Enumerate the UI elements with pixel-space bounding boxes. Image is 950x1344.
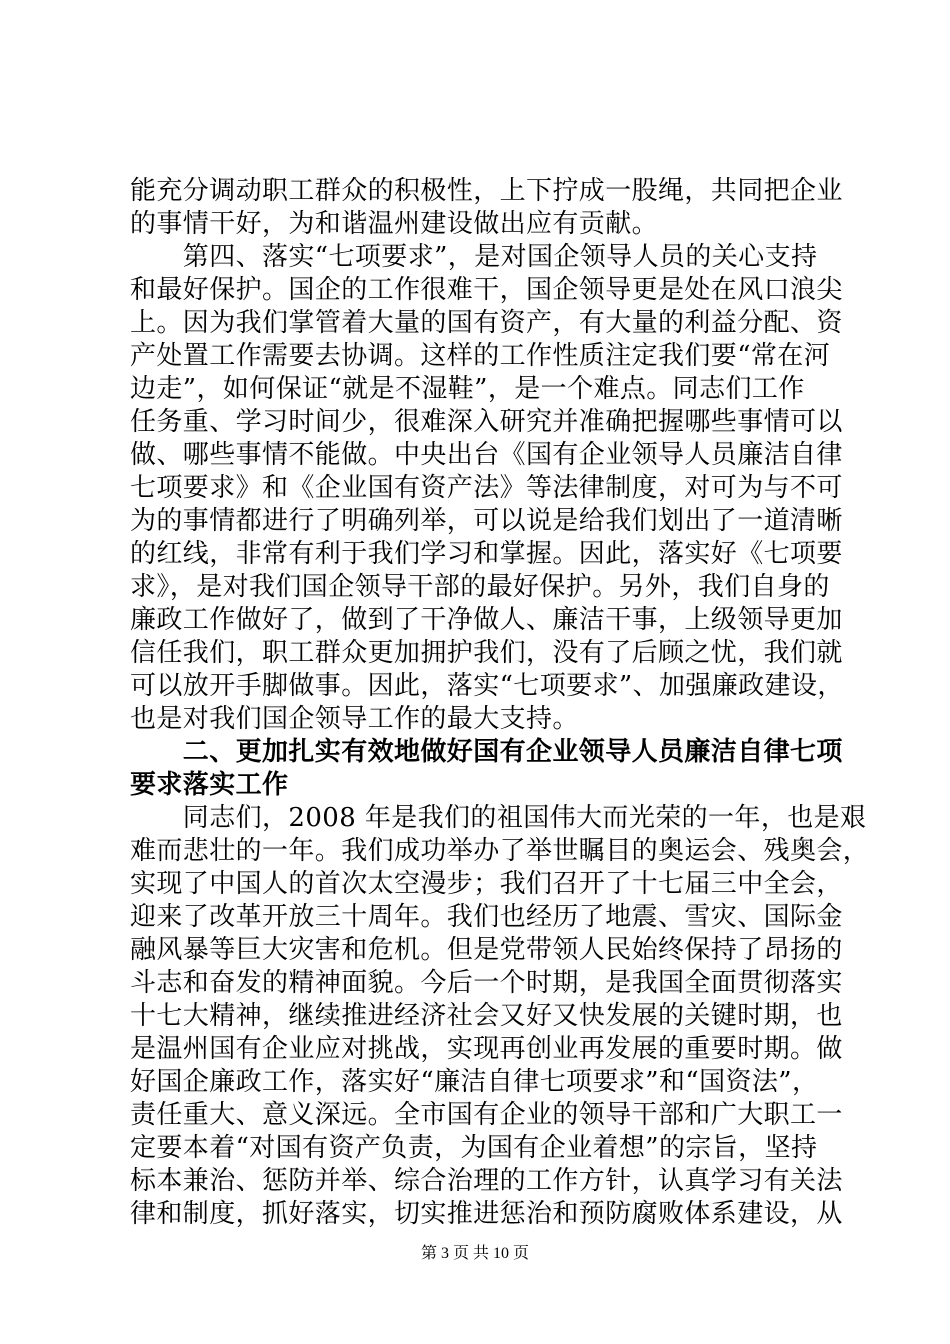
body-line: 的红线，非常有利于我们学习和掌握。因此，落实好《七项要 [130,539,843,569]
body-line: 信任我们，职工群众更加拥护我们，没有了后顾之忧，我们就 [130,638,843,668]
body-line: 好国企廉政工作，落实好“廉洁自律七项要求”和“国资法”， [130,1067,819,1097]
body-line: 七项要求》和《企业国有资产法》等法律制度，对可为与不可 [130,473,843,503]
body-line: 第四、落实“七项要求”，是对国企领导人员的关心支持 [130,242,818,272]
body-line: 和最好保护。国企的工作很难干，国企领导更是处在风口浪尖 [130,275,843,305]
body-line: 为的事情都进行了明确列举，可以说是给我们划出了一道清晰 [130,506,843,536]
page-footer: 第 3 页 共 10 页 [420,1245,529,1262]
body-line: 责任重大、意义深远。全市国有企业的领导干部和广大职工一 [130,1100,843,1130]
body-line: 同志们，2008 年是我们的祖国伟大而光荣的一年，也是艰 [130,803,867,833]
body-line: 能充分调动职工群众的积极性，上下拧成一股绳，共同把企业 [130,176,843,206]
body-line: 边走”，如何保证“就是不湿鞋”，是一个难点。同志们工作 [130,374,805,404]
body-line: 也是对我们国企领导工作的最大支持。 [130,704,579,734]
body-line: 迎来了改革开放三十周年。我们也经历了地震、雪灾、国际金 [130,902,843,932]
section-heading: 二、更加扎实有效地做好国有企业领导人员廉洁自律七项 [130,737,843,767]
body-line: 难而悲壮的一年。我们成功举办了举世瞩目的奥运会、残奥会， [130,836,870,866]
body-line: 十七大精神，继续推进经济社会又好又快发展的关键时期，也 [130,1001,843,1031]
body-line: 的事情干好，为和谐温州建设做出应有贡献。 [130,209,659,239]
body-line: 标本兼治、惩防并举、综合治理的工作方针，认真学习有关法 [130,1166,843,1196]
body-line: 可以放开手脚做事。因此，落实“七项要求”、加强廉政建设， [130,671,844,701]
body-line: 廉政工作做好了，做到了干净做人、廉洁干事，上级领导更加 [130,605,843,635]
body-line: 律和制度，抓好落实，切实推进惩治和预防腐败体系建设，从 [130,1199,843,1229]
section-heading: 要求落实工作 [130,770,289,800]
body-line: 上。因为我们掌管着大量的国有资产，有大量的利益分配、资 [130,308,843,338]
body-line: 实现了中国人的首次太空漫步；我们召开了十七届三中全会， [130,869,843,899]
body-line: 做、哪些事情不能做。中央出台《国有企业领导人员廉洁自律 [130,440,843,470]
body-line: 求》，是对我们国企领导干部的最好保护。另外，我们自身的 [130,572,830,602]
body-line: 产处置工作需要去协调。这样的工作性质注定我们要“常在河 [130,341,831,371]
body-line: 融风暴等巨大灾害和危机。但是党带领人民始终保持了昂扬的 [130,935,843,965]
body-line: 是温州国有企业应对挑战，实现再创业再发展的重要时期。做 [130,1034,843,1064]
body-line: 任务重、学习时间少，很难深入研究并准确把握哪些事情可以 [130,407,843,437]
body-line: 斗志和奋发的精神面貌。今后一个时期，是我国全面贯彻落实 [130,968,843,998]
body-line: 定要本着“对国有资产负责，为国有企业着想”的宗旨，坚持 [130,1133,818,1163]
